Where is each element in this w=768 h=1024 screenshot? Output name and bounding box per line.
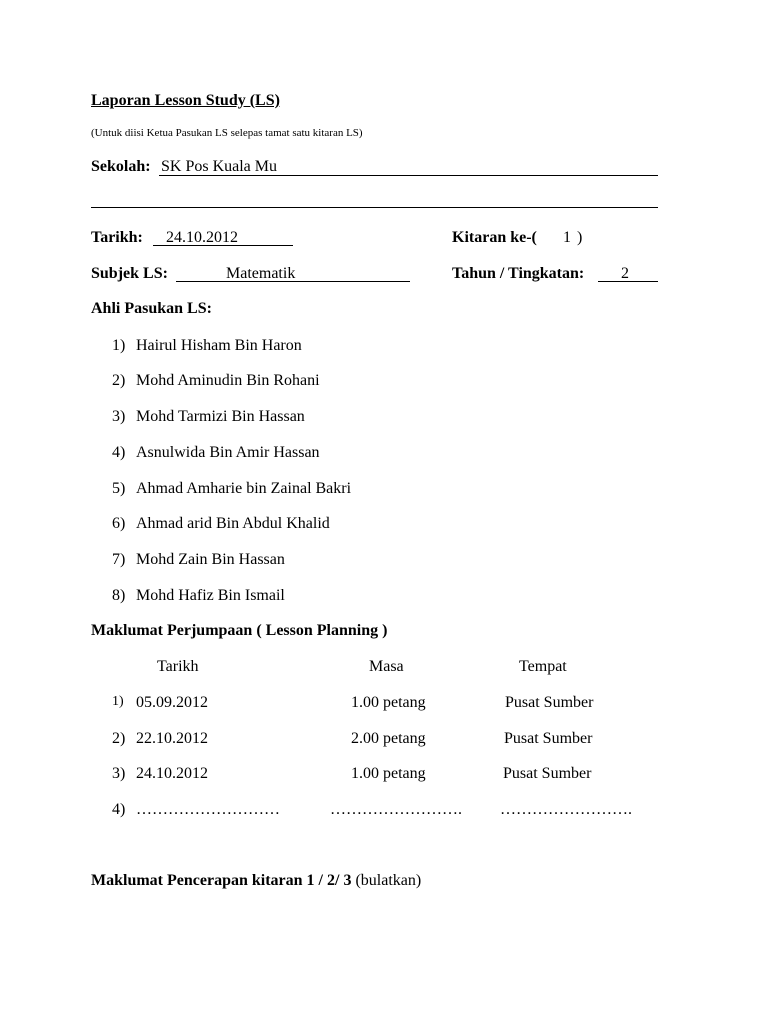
year-label: Tahun / Tingkatan: xyxy=(452,265,585,282)
year-value: 2 xyxy=(621,265,629,282)
cycle-label: Kitaran ke-( xyxy=(452,229,537,246)
subject-underline xyxy=(176,281,410,282)
page-title: Laporan Lesson Study (LS) xyxy=(91,92,280,109)
list-item: 2) Mohd Aminudin Bin Rohani xyxy=(112,372,320,389)
list-item: 5) Ahmad Amharie bin Zainal Bakri xyxy=(112,480,352,497)
date-label: Tarikh: xyxy=(91,229,143,246)
meetings-label: Maklumat Perjumpaan ( Lesson Planning ) xyxy=(91,622,388,639)
date-underline xyxy=(153,245,293,246)
team-label: Ahli Pasukan LS: xyxy=(91,300,212,317)
meetings-header-place: Tempat xyxy=(519,658,567,675)
school-underline xyxy=(159,175,658,176)
list-item: 4) Asnulwida Bin Amir Hassan xyxy=(112,444,320,461)
school-label: Sekolah: xyxy=(91,158,151,175)
meetings-header-date: Tarikh xyxy=(157,658,199,675)
list-item: 7) Mohd Zain Bin Hassan xyxy=(112,551,285,568)
year-underline xyxy=(598,281,658,282)
subject-label: Subjek LS: xyxy=(91,265,168,282)
subject-value: Matematik xyxy=(226,265,296,282)
list-item: 3) Mohd Tarmizi Bin Hassan xyxy=(112,408,305,425)
date-value: 24.10.2012 xyxy=(166,229,238,246)
cycle-close: ) xyxy=(577,229,583,246)
instruction-note: (Untuk diisi Ketua Pasukan LS selepas tamat satu kitaran LS) xyxy=(91,127,363,139)
meetings-header-time: Masa xyxy=(369,658,404,675)
list-item: 8) Mohd Hafiz Bin Ismail xyxy=(112,587,285,604)
observation-line: Maklumat Pencerapan kitaran 1 / 2/ 3 (bulatkan) xyxy=(91,872,422,889)
list-item: 1) Hairul Hisham Bin Haron xyxy=(112,337,302,354)
school-value: SK Pos Kuala Mu xyxy=(161,158,278,175)
school-underline-2 xyxy=(91,207,658,208)
cycle-value: 1 xyxy=(563,229,571,246)
list-item: 6) Ahmad arid Bin Abdul Khalid xyxy=(112,515,330,532)
